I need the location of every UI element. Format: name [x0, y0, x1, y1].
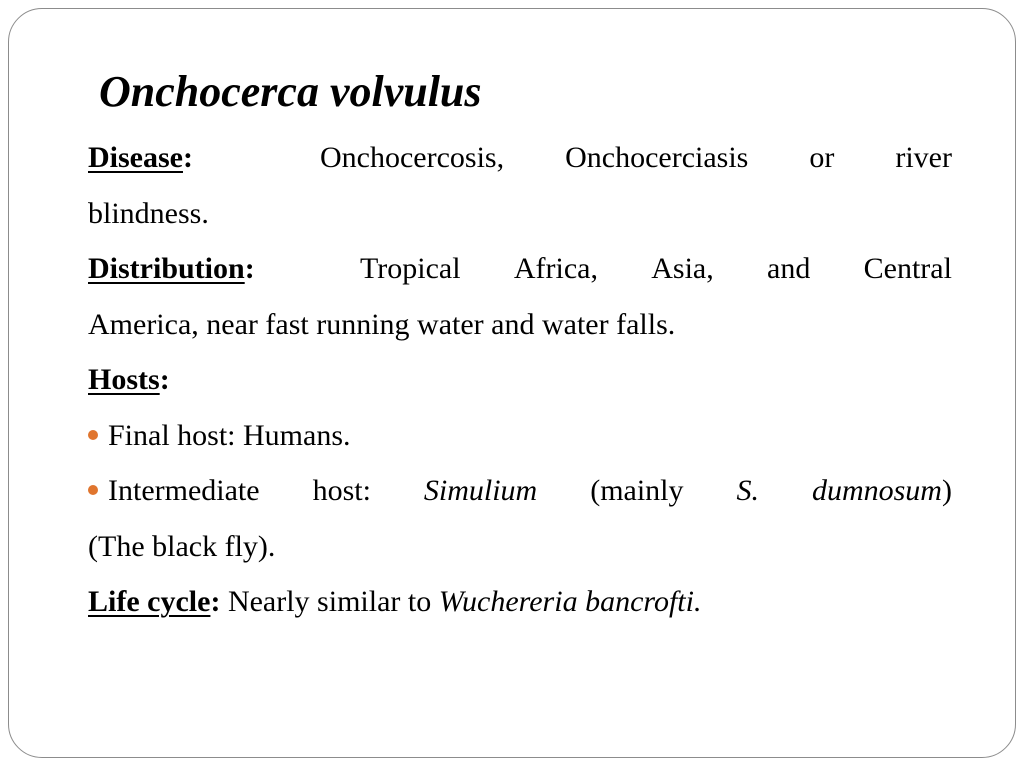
life-cycle-text: Nearly similar to	[227, 585, 432, 618]
intermediate-host-mid: (mainly	[590, 474, 684, 507]
word: river	[895, 141, 952, 174]
intermediate-host-continuation: (The black fly).	[88, 530, 276, 563]
slide-title: Onchocerca volvulus	[99, 67, 482, 116]
disease-label: Disease	[88, 141, 183, 174]
distribution-label: Distribution	[88, 252, 245, 285]
intermediate-host-genus: Simulium	[423, 474, 538, 507]
word: Asia,	[651, 252, 714, 285]
word: and	[767, 252, 811, 285]
hosts-colon: :	[159, 363, 170, 396]
intermediate-host-species-epithet: dumnosum	[811, 474, 942, 507]
intermediate-host-suffix: )	[941, 474, 952, 507]
intermediate-host-species-genus: S.	[736, 474, 759, 507]
final-host-text: Final host: Humans.	[108, 419, 351, 452]
intermediate-host-word: host:	[312, 474, 371, 507]
word: or	[809, 141, 835, 174]
word: Central	[863, 252, 952, 285]
disease-text-1	[320, 130, 952, 186]
word: Africa,	[513, 252, 598, 285]
list-item-final-host	[88, 408, 952, 464]
life-cycle-organism: Wuchereria bancrofti.	[438, 585, 702, 618]
list-item-intermediate-host	[88, 463, 952, 519]
distribution-text-2: America, near fast running water and water falls.	[88, 308, 676, 341]
distribution-line-1	[88, 241, 952, 297]
bullet-icon	[88, 430, 98, 440]
life-cycle-label: Life cycle	[88, 585, 211, 618]
word: Tropical	[360, 252, 461, 285]
intermediate-host-prefix-word: Intermediate	[108, 474, 260, 507]
bullet-icon	[88, 485, 98, 495]
life-cycle-line	[88, 574, 952, 630]
word: Onchocercosis,	[320, 141, 505, 174]
intermediate-host-continuation-line	[88, 519, 952, 575]
life-cycle-colon: :	[210, 585, 221, 618]
disease-text-2: blindness.	[88, 197, 209, 230]
distribution-text-1	[360, 241, 952, 297]
distribution-colon: :	[244, 252, 255, 285]
disease-line-2	[88, 186, 952, 242]
distribution-line-2	[88, 297, 952, 353]
hosts-heading	[88, 352, 952, 408]
disease-line-1	[88, 130, 952, 186]
hosts-label: Hosts	[88, 363, 160, 396]
word: Onchocerciasis	[565, 141, 749, 174]
disease-colon: :	[182, 141, 193, 174]
